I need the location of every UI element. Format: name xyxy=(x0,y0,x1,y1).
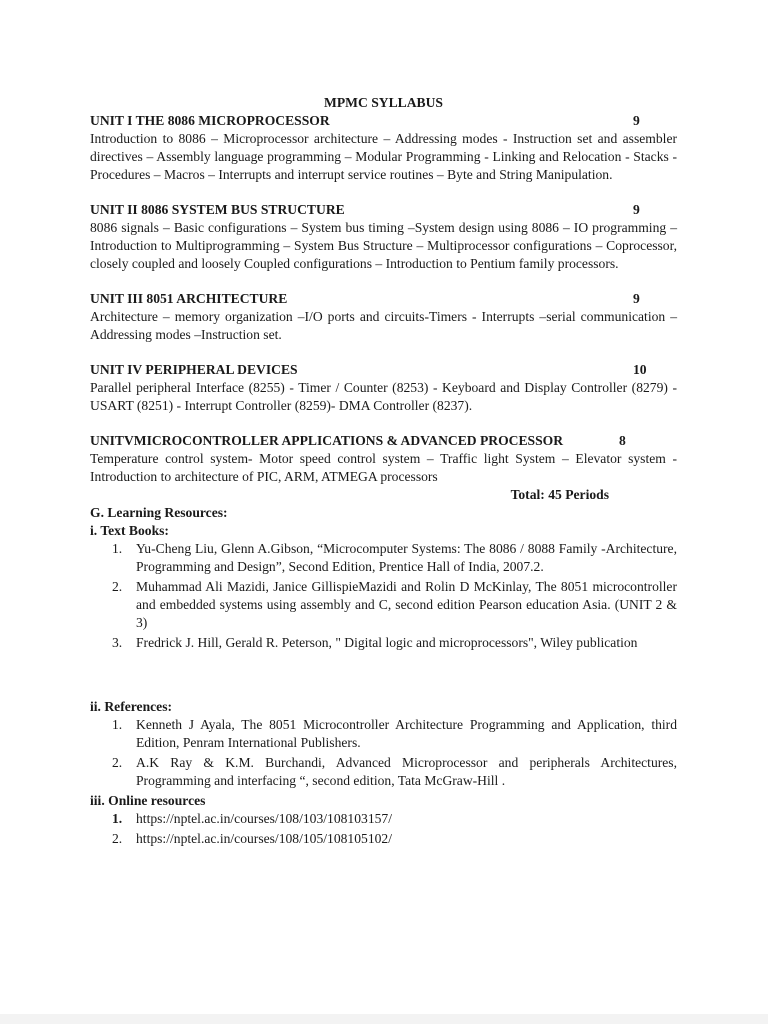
list-item xyxy=(90,578,677,632)
text-books-heading: i. Text Books: xyxy=(90,523,169,538)
online-link[interactable]: https://nptel.ac.in/courses/108/105/108105102/ xyxy=(136,831,392,846)
total-periods: Total: 45 Periods xyxy=(510,487,609,502)
references-list xyxy=(90,716,677,790)
list-text: Muhammad Ali Mazidi, Janice GillispieMazidi and Rolin D McKinlay, The 8051 microcontroller and embedded systems using assembly and C, second edition Pearson education Asia. (UNIT 2 & 3) xyxy=(136,579,677,630)
unit-5-body: Temperature control system- Motor speed control system – Traffic light System – Elevator system - Introduction to architecture of PIC, ARM, ATMEGA processors xyxy=(90,451,677,484)
online-link[interactable]: https://nptel.ac.in/courses/108/103/108103157/ xyxy=(136,811,392,826)
unit-1-body: Introduction to 8086 – Microprocessor architecture – Addressing modes - Instruction set and assembler directives – Assembly language programming – Modular Programming - Linking and Relocation - Stacks - Procedures – Macros – Interrupts and interrupt service routines – Byte and String Manipulation. xyxy=(90,131,677,182)
list-number: 2. xyxy=(112,831,123,846)
unit-2-header xyxy=(90,201,677,219)
online-resources-list xyxy=(90,810,677,848)
list-text: Kenneth J Ayala, The 8051 Microcontroller Architecture Programming and Application, third Edition, Penram International Publishers. xyxy=(136,717,677,750)
unit-3-heading: UNIT III 8051 ARCHITECTURE xyxy=(90,291,288,306)
list-item xyxy=(90,830,677,848)
list-number: 1. xyxy=(112,541,123,556)
unit-1-heading: UNIT I THE 8086 MICROPROCESSOR xyxy=(90,113,330,128)
list-number: 1. xyxy=(112,717,123,732)
syllabus-page xyxy=(90,94,677,850)
unit-2-heading: UNIT II 8086 SYSTEM BUS STRUCTURE xyxy=(90,202,345,217)
unit-1-hours: 9 xyxy=(633,113,640,128)
online-resources-heading: iii. Online resources xyxy=(90,793,206,808)
page-bottom-edge xyxy=(0,1014,768,1024)
unit-3-header xyxy=(90,290,677,308)
unit-5-heading: UNITVMICROCONTROLLER APPLICATIONS & ADVANCED PROCESSOR xyxy=(90,433,564,448)
list-item xyxy=(90,634,677,652)
references-heading: ii. References: xyxy=(90,699,173,714)
unit-1-header xyxy=(90,112,677,130)
list-number: 2. xyxy=(112,579,123,594)
list-item xyxy=(90,810,677,828)
unit-2-body: 8086 signals – Basic configurations – System bus timing –System design using 8086 – IO programming – Introduction to Multiprogramming – System Bus Structure – Multiprocessor configurations – Coprocessor, closely coupled and loosely Coupled configurations – Introduction to Pentium family processors. xyxy=(90,220,677,271)
list-item xyxy=(90,540,677,576)
unit-5-hours: 8 xyxy=(619,433,626,448)
unit-5-header xyxy=(90,432,677,450)
list-text: Fredrick J. Hill, Gerald R. Peterson, " Digital logic and microprocessors", Wiley publication xyxy=(136,635,638,650)
unit-4-header xyxy=(90,361,677,379)
unit-3-body: Architecture – memory organization –I/O ports and circuits-Timers - Interrupts –serial communication – Addressing modes –Instruction set. xyxy=(90,309,677,342)
unit-4-hours: 10 xyxy=(633,362,647,377)
unit-4-body: Parallel peripheral Interface (8255) - Timer / Counter (8253) - Keyboard and Display Controller (8279) - USART (8251) - Interrupt Controller (8259)- DMA Controller (8237). xyxy=(90,380,677,413)
list-number: 2. xyxy=(112,755,123,770)
list-number: 1. xyxy=(112,811,123,826)
list-text: Yu-Cheng Liu, Glenn A.Gibson, “Microcomputer Systems: The 8086 / 8088 Family -Architecture, Programming and Design”, Second Edition, Prentice Hall of India, 2007.2. xyxy=(136,541,677,574)
page-title: MPMC SYLLABUS xyxy=(324,95,443,110)
list-item xyxy=(90,754,677,790)
unit-4-heading: UNIT IV PERIPHERAL DEVICES xyxy=(90,362,298,377)
unit-3-hours: 9 xyxy=(633,291,640,306)
list-item xyxy=(90,716,677,752)
learning-resources-heading: G. Learning Resources: xyxy=(90,505,228,520)
list-number: 3. xyxy=(112,635,123,650)
list-text: A.K Ray & K.M. Burchandi, Advanced Microprocessor and peripherals Architectures, Programming and interfacing “, second edition, Tata McGraw-Hill . xyxy=(136,755,677,788)
unit-2-hours: 9 xyxy=(633,202,640,217)
text-books-list xyxy=(90,540,677,652)
